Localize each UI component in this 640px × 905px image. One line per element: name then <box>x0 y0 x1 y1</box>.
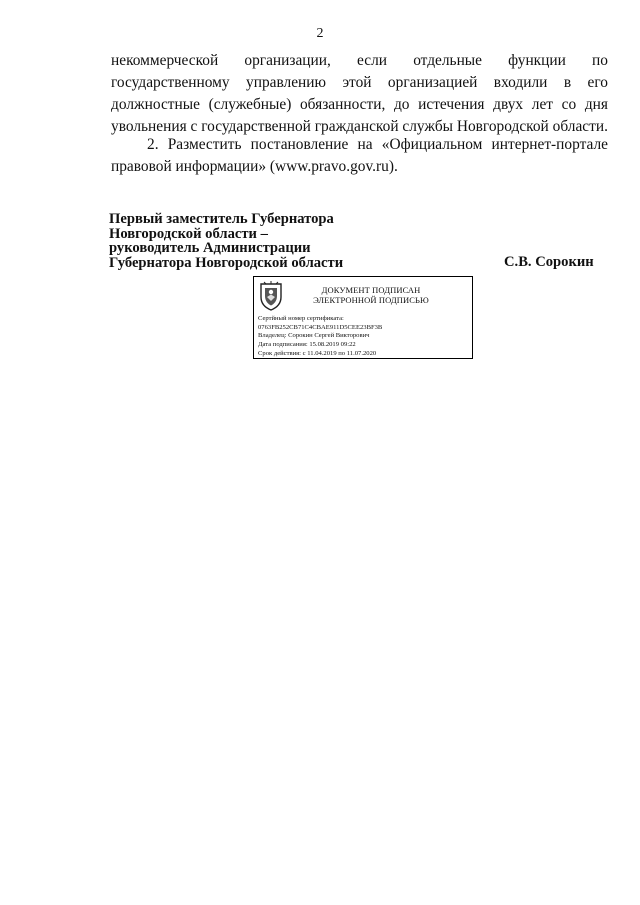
signer-title-line: Губернатора Новгородской области <box>109 254 344 271</box>
electronic-signature-stamp <box>253 276 473 359</box>
paragraph-item-2: 2. Разместить постановление на «Официальном интернет-портале правовой информации» (www.pravo.gov.ru). <box>111 136 608 175</box>
signing-date: Дата подписания: 15.08.2019 09:22 <box>258 341 356 349</box>
certificate-label: Сертйный номер сертификата: <box>258 315 344 322</box>
paragraph-continuation: некоммерческой организации, если отдельные функции по государственному управлению этой организацией входили в его должностные (служебные) обязанности, до истечения двух лет со дня увольнения с государственной гражданской службы Новгородской области. <box>111 52 608 135</box>
coat-of-arms-icon <box>258 281 284 311</box>
signature-stamp-title-line1: ДОКУМЕНТ ПОДПИСАН <box>321 285 421 295</box>
signer-title-line: Новгородской области – <box>109 225 268 242</box>
signature-stamp-title-line2: ЭЛЕКТРОННОЙ ПОДПИСЬЮ <box>313 295 429 305</box>
signature-stamp-title <box>296 285 446 305</box>
certificate-number: 0763FB252CB71C4CBAE911D5CEE23BF3B <box>258 323 383 331</box>
page-number: 2 <box>316 26 324 41</box>
signer-title-line: руководитель Администрации <box>109 240 311 256</box>
signer-title-line: Первый заместитель Губернатора <box>109 211 334 227</box>
certificate-owner: Владелец: Сорокин Сергей Викторович <box>258 332 370 340</box>
signer-name: С.В. Сорокин <box>504 254 594 270</box>
certificate-validity: Срок действия: с 11.04.2019 по 11.07.2020 <box>258 349 377 357</box>
signature-details <box>258 315 382 359</box>
signer-title <box>109 212 379 270</box>
